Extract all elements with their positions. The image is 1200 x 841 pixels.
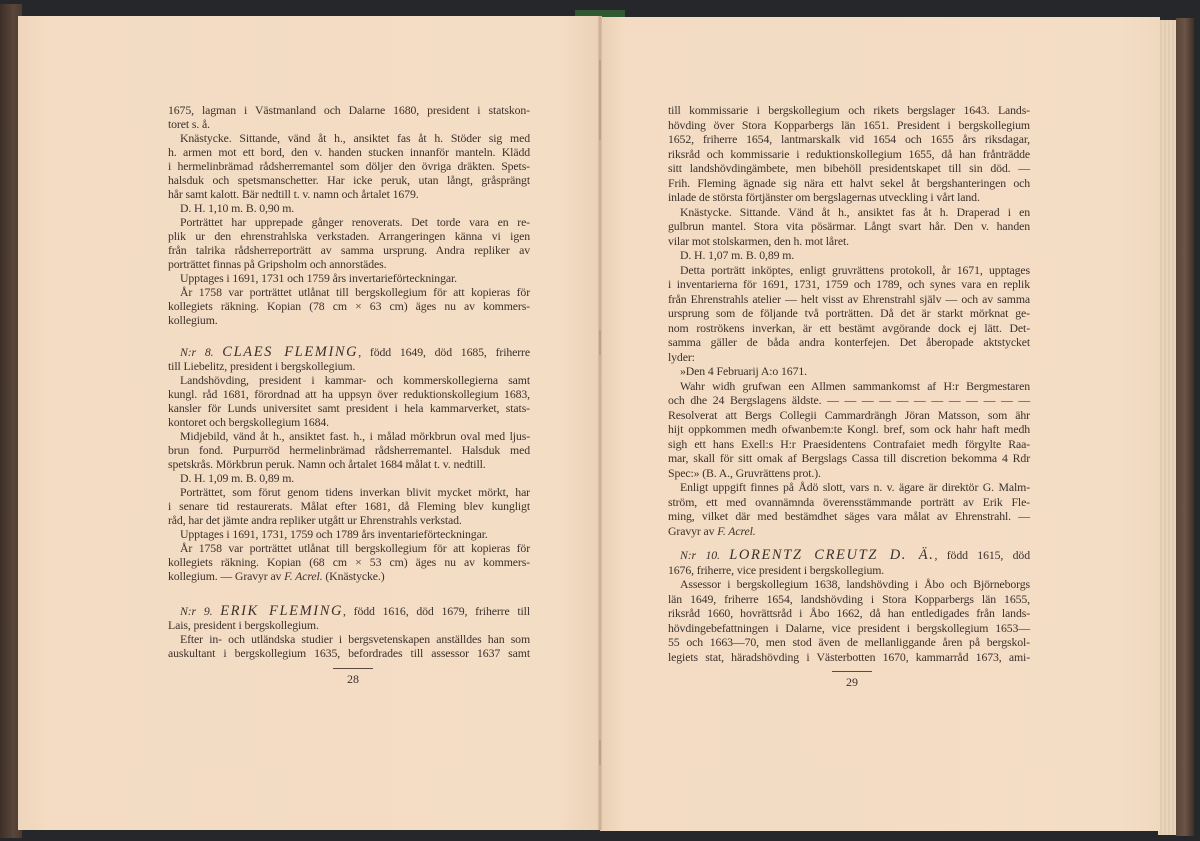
text-line (168, 569, 530, 583)
person-name: CLAES FLEMING (222, 344, 359, 360)
text-line: kansler för Lunds universitet samt president i hela kammarverket, stats- (168, 401, 530, 415)
paragraph (168, 471, 530, 485)
engraver-name: F. Acrel. (284, 569, 323, 583)
text-span: , född 1615, död (934, 548, 1030, 562)
paragraph (168, 632, 530, 660)
paragraph (168, 131, 530, 201)
text-block (168, 103, 530, 327)
text-line: sigh ett hans Exell:s H:r Praesidentens Contrafaiet medh förgylte Raa- (668, 436, 1030, 451)
binding-stitch (599, 60, 601, 140)
text-line: län 1649, friherre 1654, landshövding i Stora Kopparbergs län 1655, (668, 591, 1030, 606)
text-line: Lais, president i bergskollegium. (168, 618, 319, 632)
entry-number: N:r 8. (180, 345, 223, 359)
text-line: År 1758 var porträttet utlånat till bergskollegium för att kopieras för (180, 285, 530, 299)
text-line: hövding över Stora Kopparbergs län 1651. President i bergskollegium (668, 117, 1030, 132)
text-line: i hermelinbrämad rådsherremantel som döljer den övriga dräkten. Spets- (168, 159, 530, 173)
paragraph (168, 527, 530, 541)
text-line (668, 524, 1030, 539)
right-page (600, 17, 1160, 831)
text-line: h. armen mot ett bord, den v. handen stucken innanför manteln. Klädd (168, 145, 530, 159)
paragraph (668, 263, 1030, 365)
text-line: legiets stat, häradshövding i Västerbotten 1670, kammarråd 1673, ami- (668, 649, 1030, 664)
text-line: Spec:» (B. A., Gruvrättens prot.). (668, 465, 821, 480)
text-line: 1675, lagman i Västmanland och Dalarne 1680, president i statskon- (168, 103, 530, 117)
text-line: 1676, friherre, vice president i bergskollegium. (668, 562, 885, 577)
page-number: 28 (333, 668, 373, 687)
paragraph (168, 201, 530, 215)
text-line: Wahr widh grufwan een Allmen sammankomst af H:r Bergmestaren (680, 378, 1030, 393)
catalog-entry (168, 345, 530, 583)
text-line: porträttet finnas på Gripsholm och annorstädes. (168, 257, 387, 271)
text-line: ming, vilket där med bestämdhet säges vara målat av Ehrenstrahl. — (668, 509, 1030, 523)
text-line: kollegiets räkning. Kopian (68 cm × 53 cm) äges nu av kommers- (168, 555, 530, 569)
text-line: Porträttet, som förut genom tidens inverkan blivit mycket mörkt, har (180, 485, 530, 499)
text-line: halsduk och spetsmanschetter. Har icke peruk, utan långt, gråsprängt (168, 173, 530, 187)
text-line: vilar mot stolskarmen, den h. mot låret. (668, 233, 849, 248)
text-line: hövdingebefattningen i Dalarne, vice president i bergskollegium 1653— (668, 620, 1030, 635)
text-line: riksråd och kommissarie i reduktionskollegium 1655, då han frånträdde (668, 146, 1030, 161)
text-span: (Knästycke.) (322, 569, 385, 583)
text-line: Upptages i 1691, 1731 och 1759 års invertarieförteckningar. (180, 271, 457, 285)
text-line: från Ehrenstrahls atelier — helt visst av Ehrenstrahl själv — och av samma (668, 291, 1030, 306)
text-line: 1652, friherre 1654, lantmarskalk vid 1654 och 1655 års riksdagar, (668, 132, 1030, 146)
text-line: kollegiets räkning. Kopian (78 cm × 63 cm) äges nu av kommers- (168, 299, 530, 313)
text-line: ström, ett med ovannämnda överensstämmande porträtt av Erik Fle- (668, 494, 1030, 509)
text-line (168, 604, 530, 618)
catalog-entry (168, 604, 530, 660)
paragraph (168, 541, 530, 583)
text-line: brun fond. Purpurröd hermelinbrämad rådsherremantel. Halsduk med (168, 443, 530, 457)
text-line: kungl. råd 1681, förordnad att ha uppsyn över reduktionskollegium 1683, (168, 387, 530, 401)
paragraph (168, 215, 530, 271)
text-line: nom roströkens inverkan, är ett bestämt avgörande dock ej lätt. Det- (668, 320, 1030, 335)
paragraph (668, 379, 1030, 481)
text-line: råd, har det jämte andra repliker utgått ur Ehrenstrahls verkstad. (168, 513, 462, 527)
binding-stitch (599, 740, 601, 765)
text-line: i inventarierna för 1691, 1731, 1759 och 1789, och synes vara en replik (668, 277, 1030, 291)
text-line: »Den 4 Februarij A:o 1671. (680, 364, 807, 378)
paragraph (668, 248, 1030, 263)
text-line: till kommissarie i bergskollegium och rikets bergslager 1643. Lands- (668, 103, 1030, 117)
paragraph (668, 103, 1030, 205)
text-line: sitt landshövdingämbete, men bibehöll presidentskapet till sin död. — (668, 161, 1030, 175)
person-name: ERIK FLEMING (220, 603, 344, 619)
entry-heading (168, 345, 530, 373)
page-edges (1158, 20, 1178, 835)
paragraph (168, 429, 530, 471)
entry-number: N:r 9. (180, 604, 221, 618)
text-span: Gravyr av (668, 523, 718, 538)
paragraph (668, 480, 1030, 538)
paragraph (168, 103, 530, 131)
text-line: toret s. å. (168, 117, 210, 131)
text-line: hijt oppkommen medh ofwanbem:te Kongl. bref, som ock hahr haft medh (668, 422, 1030, 436)
text-line: Frih. Fleming ägnade sig nära ett halvt sekel åt bergshanteringen och (668, 175, 1030, 190)
text-span: , född 1649, död 1685, friherre (358, 345, 530, 359)
text-line: Porträttet har upprepade gånger renoverats. Det torde vara en re- (180, 215, 530, 229)
text-line: plik ur den ehrenstrahlska verkstaden. Arrangeringen känna vi igen (168, 229, 530, 243)
text-line: Midjebild, vänd åt h., ansiktet fast. h., i målad mörkbrun oval med ljus- (180, 429, 530, 443)
text-line: mar, skall för sitt omak af Bergslags Cassa till discretion bekomma 4 Rdr (668, 451, 1030, 465)
text-line: och dhe 24 Bergslagens äldste. — — — — — — — — — — — — (668, 393, 1030, 407)
paragraph (668, 577, 1030, 664)
paragraph (168, 271, 530, 285)
text-line: riksråd 1660, hovrättsråd i Åbo 1662, då han entledigades från lands- (668, 606, 1030, 620)
text-line: Detta porträtt inköptes, enligt gruvrättens protokoll, år 1671, upptages (680, 262, 1030, 277)
entry-heading (168, 604, 530, 632)
text-line: lyder: (668, 349, 695, 364)
text-line: Knästycke. Sittande, vänd åt h., ansiktet fas åt h. Stöder sig med (180, 131, 530, 145)
book-cover-right (1176, 18, 1194, 836)
text-line: 55 och 1663—70, men stod även de mellanliggande åren på bergskol- (668, 635, 1030, 649)
text-line: Assessor i bergskollegium 1638, landshövding i Åbo och Björneborgs (680, 577, 1030, 591)
text-line: D. H. 1,07 m. B. 0,89 m. (680, 248, 795, 262)
binding-stitch (599, 330, 601, 355)
text-line: Upptages i 1691, 1731, 1759 och 1789 års inventarieförteckningar. (180, 527, 488, 541)
text-span: kollegium. — Gravyr av (168, 569, 285, 583)
text-line: D. H. 1,10 m. B. 0,90 m. (180, 201, 295, 215)
left-page (18, 16, 600, 830)
text-line (168, 345, 530, 359)
paragraph (168, 373, 530, 429)
text-line: Enligt uppgift finnes på Ådö slott, vars n. v. ägare är direktör G. Malm- (680, 480, 1030, 494)
text-line: inlade de största förtjänster om bergslagernas utveckling i vårt land. (668, 190, 980, 204)
text-line: ursprung som de följande två porträtten. Då det är starkt mörknat ge- (668, 306, 1030, 320)
text-line: Knästycke. Sittande. Vänd åt h., ansiktet fas åt h. Draperad i en (680, 204, 1030, 219)
text-line: spetskrås. Mörkbrun peruk. Namn och årtalet 1684 målat t. v. nedtill. (168, 457, 486, 471)
text-line: från talrika rådsherreporträtt av samma ursprung. Andra repliker av (168, 243, 530, 257)
text-line: samma gäller de båda andra konterfejen. Det åberopade aktstycket (668, 335, 1030, 349)
paragraph (168, 285, 530, 327)
text-line: kontoret och bergskollegium 1684. (168, 415, 329, 429)
entry-heading (668, 548, 1030, 577)
text-line (668, 548, 1030, 563)
paragraph (668, 364, 1030, 379)
page-number: 29 (832, 671, 872, 690)
text-span: , född 1616, död 1679, friherre till (343, 604, 530, 618)
text-line: till Liebelitz, president i bergskollegium. (168, 359, 356, 373)
engraver-name: F. Acrel. (717, 523, 756, 538)
catalog-entry (668, 548, 1030, 664)
text-line: År 1758 var porträttet utlånat till bergskollegium för att kopieras för (180, 541, 530, 555)
text-line: auskultant i bergskollegium 1635, befordrades till assessor 1637 samt (168, 646, 530, 660)
text-line: Landshövding, president i kammar- och kommerskollegierna samt (180, 373, 530, 387)
text-line: gulbrun mantel. Stora vita pösärmar. Långt svart hår. Den v. handen (668, 219, 1030, 233)
text-line: Efter in- och utländska studier i bergsvetenskapen anställdes han som (180, 632, 530, 646)
paragraph (168, 485, 530, 527)
person-name: LORENTZ CREUTZ D. Ä. (729, 547, 935, 563)
text-line: D. H. 1,09 m. B. 0,89 m. (180, 471, 295, 485)
text-line: i senare tid restaurerats. Målat efter 1681, då Fleming blev kungligt (168, 499, 530, 513)
paragraph (668, 205, 1030, 249)
text-line: kollegium. (168, 313, 218, 327)
text-block (668, 103, 1030, 538)
entry-number: N:r 10. (680, 548, 730, 562)
text-line: Resolverat att Bergs Collegii Cammardrängh Jöran Matsson, som ähr (668, 407, 1030, 422)
text-line: hår samt kalott. Bär nedtill t. v. namn och årtalet 1679. (168, 187, 419, 201)
